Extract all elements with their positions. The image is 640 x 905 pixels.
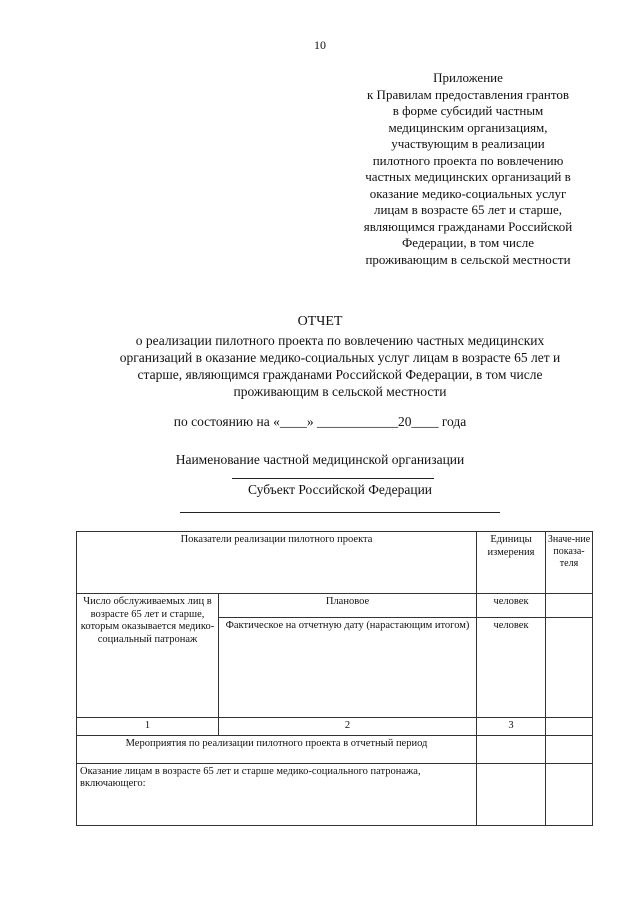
appendix-line: лицам в возрасте 65 лет и старше, <box>373 202 563 217</box>
report-title: ОТЧЕТ <box>297 314 343 329</box>
appendix-line: Федерации, в том числе <box>401 235 535 250</box>
group-label-cell: Число обслуживаемых лиц в возрасте 65 лет и старше, которым оказывается медико-социальный патронаж <box>77 594 219 718</box>
appendix-line: частных медицинских организаций в <box>365 169 571 184</box>
planned-label: Плановое <box>219 594 477 618</box>
planned-value[interactable] <box>546 594 593 618</box>
appendix-line: являющимся гражданами Российской <box>363 218 573 234</box>
activities-unit[interactable] <box>477 735 546 763</box>
org-name-fill-line <box>232 478 434 479</box>
appendix-line: участвующим в реализации <box>391 136 545 151</box>
org-name-label: Наименование частной медицинской организации <box>175 452 465 467</box>
report-table <box>76 531 593 826</box>
header-value: Значе-ние показа-теля <box>546 532 593 594</box>
activities-label: Мероприятия по реализации пилотного проекта в отчетный период <box>77 735 477 763</box>
provision-label: Оказание лицам в возрасте 65 лет и старше медико-социального патронажа, включающего: <box>77 763 477 825</box>
appendix-line: пилотного проекта по вовлечению <box>372 152 564 168</box>
provision-unit[interactable] <box>477 763 546 825</box>
header-indicators: Показатели реализации пилотного проекта <box>77 532 477 594</box>
table-row-activities <box>77 735 593 763</box>
activities-value[interactable] <box>546 735 593 763</box>
col-number-4 <box>546 718 593 736</box>
subtitle-line: старше, являющимся гражданами Российской Федерации, в том числе <box>137 367 543 382</box>
actual-value[interactable] <box>546 618 593 718</box>
table-row-planned <box>77 594 593 618</box>
as-of-date-line: по состоянию на «____» ____________20____ года <box>173 414 467 429</box>
col-number-1: 1 <box>77 718 219 736</box>
provision-value[interactable] <box>546 763 593 825</box>
subtitle-line: о реализации пилотного проекта по вовлечению частных медицинских <box>135 333 545 348</box>
col-number-3: 3 <box>477 718 546 736</box>
actual-unit: человек <box>477 618 546 718</box>
appendix-line: к Правилам предоставления грантов <box>366 86 569 102</box>
subject-fill-line <box>180 512 500 513</box>
table-header-row <box>77 532 593 594</box>
appendix-line: проживающим в сельской местности <box>365 251 571 267</box>
appendix-line: медицинским организациям, <box>388 119 548 135</box>
header-unit: Единицы измерения <box>477 532 546 594</box>
page-number: 10 <box>314 38 326 52</box>
table-row-col-numbers <box>77 718 593 736</box>
actual-label: Фактическое на отчетную дату (нарастающим итогом) <box>219 618 477 718</box>
planned-unit: человек <box>477 594 546 618</box>
appendix-line: оказание медико-социальных услуг <box>369 185 567 201</box>
appendix-line: Приложение <box>433 70 503 85</box>
col-number-2: 2 <box>219 718 477 736</box>
report-subtitle <box>60 332 620 400</box>
appendix-line: в форме субсидий частным <box>392 103 544 118</box>
subject-label: Субъект Российской Федерации <box>247 482 433 497</box>
subtitle-line: проживающим в сельской местности <box>233 384 447 399</box>
table-row-provision <box>77 763 593 825</box>
subtitle-line: организаций в оказание медико-социальных услуг лицам в возрасте 65 лет и <box>119 350 561 365</box>
appendix-block <box>318 70 618 268</box>
